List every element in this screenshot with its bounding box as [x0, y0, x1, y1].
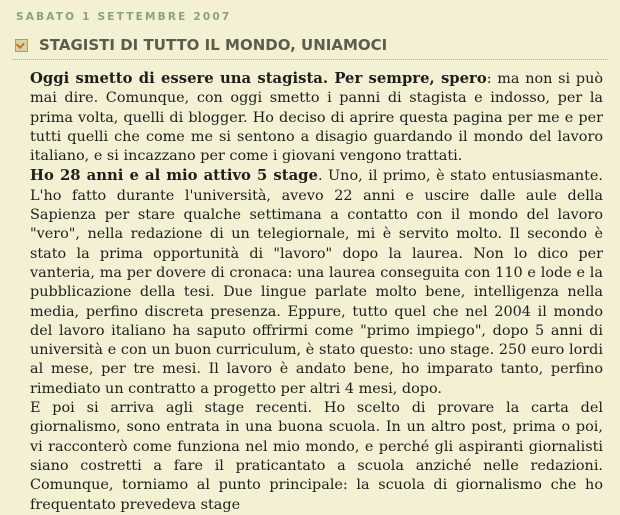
post-title-row: [12, 35, 608, 60]
post-date: SABATO 1 SETTEMBRE 2007: [16, 11, 232, 23]
post-title[interactable]: STAGISTI DI TUTTO IL MONDO, UNIAMOCI: [39, 36, 388, 54]
paragraph-intro-lead: Oggi smetto di essere una stagista. Per sempre, spero: [30, 70, 487, 87]
paragraph-intro-text: : ma non si può mai dire. Comunque, con oggi smetto i panni di stagista e indosso, per la prima volta, quelli di blogger. Ho deciso di aprire questa pagina per me e per tutti quelli che come me si sentono a disagio guardando il mondo del lavoro italiano, e si incazzano per come i giovani vengono trattati.: [30, 71, 603, 165]
paragraph-stages-lead: Ho 28 anni e al mio attivo 5 stage: [30, 167, 318, 185]
paragraph-recent: [30, 399, 603, 515]
paragraph-stages: [30, 166, 603, 399]
post-body: [30, 69, 603, 515]
post-bullet-icon: [15, 39, 28, 52]
paragraph-stages-text: . Uno, il primo, è stato entusiasmante. L'ho fatto durante l'università, avevo 22 anni e uscire dalle aule della Sapienza per stare qualche settimana a contatto con il mondo del lavoro "vero", nella redazione di un telegiornale, mi è servito molto. Il secondo è stato la prima opportunità di "lavoro" dopo la laurea. Non lo dico per vanteria, ma per dovere di cronaca: una laurea conseguita con 110 e lode e la pubblicazione della tesi. Due lingue parlate molto bene, intelligenza nella media, perfino discreta presenza. Eppure, tutto quel che nel 2004 il mondo del lavoro italiano ha saputo offrirmi come "primo impiego", dopo 5 anni di università e con un buon curriculum, è stato questo: uno stage. 250 euro lordi al mese, per tre mesi. Il lavoro è andato bene, ho imparato tanto, perfino rimediato un contratto a progetto per altri 4 mesi, dopo.: [30, 168, 603, 397]
paragraph-intro: [30, 69, 603, 166]
paragraph-recent-text: E poi si arriva agli stage recenti. Ho scelto di provare la carta del giornalismo, sono entrata in una buona scuola. In un altro post, prima o poi, vi racconterò come funziona nel mio mondo, e perché gli aspiranti giornalisti siano costretti a fare il praticantato a scuola anziché nelle redazioni. Comunque, torniamo al punto principale: la scuola di giornalismo che ho frequentato prevedeva stage: [30, 400, 603, 513]
